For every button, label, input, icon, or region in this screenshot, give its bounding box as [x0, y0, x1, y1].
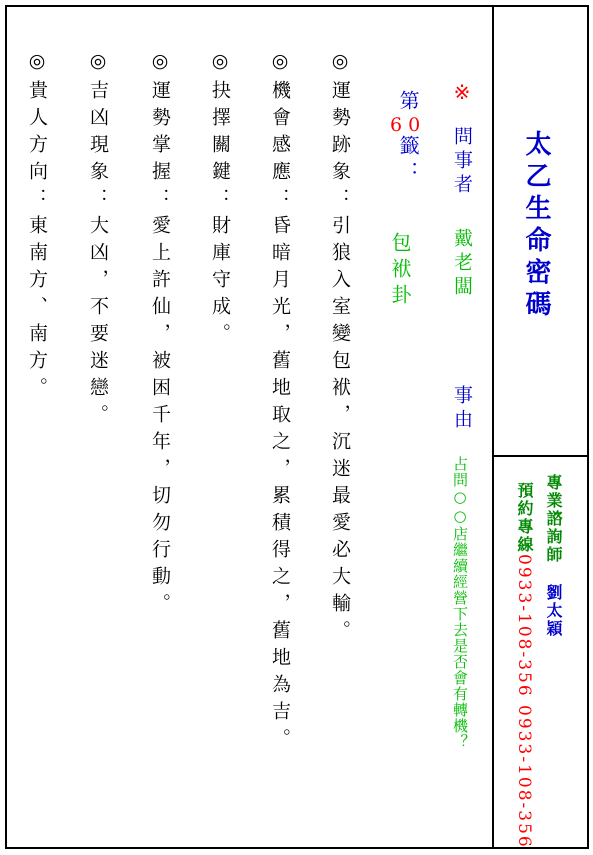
hotline [515, 482, 532, 849]
fortune-item: ◎貴人方向：東南方、南方。 [26, 50, 48, 404]
hotline-phone: 0933-108-356 0933-108-356 [514, 554, 534, 849]
asker-name: 戴老闆 [451, 228, 473, 300]
lot-number-value: 60 [390, 114, 427, 136]
consultant-name: 劉太穎 [544, 584, 563, 638]
lot-name: 包袱卦 [388, 232, 412, 310]
hotline-label: 預約專線 [515, 482, 534, 554]
fortune-item: ◎機會感應：昏暗月光，舊地取之，累積得之，舊地為吉。 [269, 50, 291, 755]
reference-mark: ※ [450, 80, 474, 104]
fortune-item: ◎抉擇關鍵：財庫守成。 [209, 50, 231, 350]
consultant-label: 專業諮詢師 [544, 474, 563, 564]
contact-divider [494, 455, 587, 457]
page-title: 太乙生命密碼 [521, 130, 551, 322]
header-divider [492, 5, 494, 849]
lot-number [390, 90, 426, 187]
reason-text: 占問○○店繼續經營下去是否會有轉機？ [451, 456, 469, 750]
fortune-item: ◎吉凶現象：大凶，不要迷戀。 [87, 50, 109, 431]
lot-prefix: 第 [396, 90, 421, 116]
lot-suffix: 籤： [396, 135, 421, 187]
asker-label: 問事者 [451, 126, 473, 198]
fortune-item: ◎運勢跡象：引狼入室變包袱，沉迷最愛必大輸。 [329, 50, 351, 647]
reason-label: 事由 [451, 385, 473, 433]
fortune-item: ◎運勢掌握：愛上許仙，被困千年，切勿行動。 [149, 50, 171, 620]
consultant [545, 474, 561, 638]
